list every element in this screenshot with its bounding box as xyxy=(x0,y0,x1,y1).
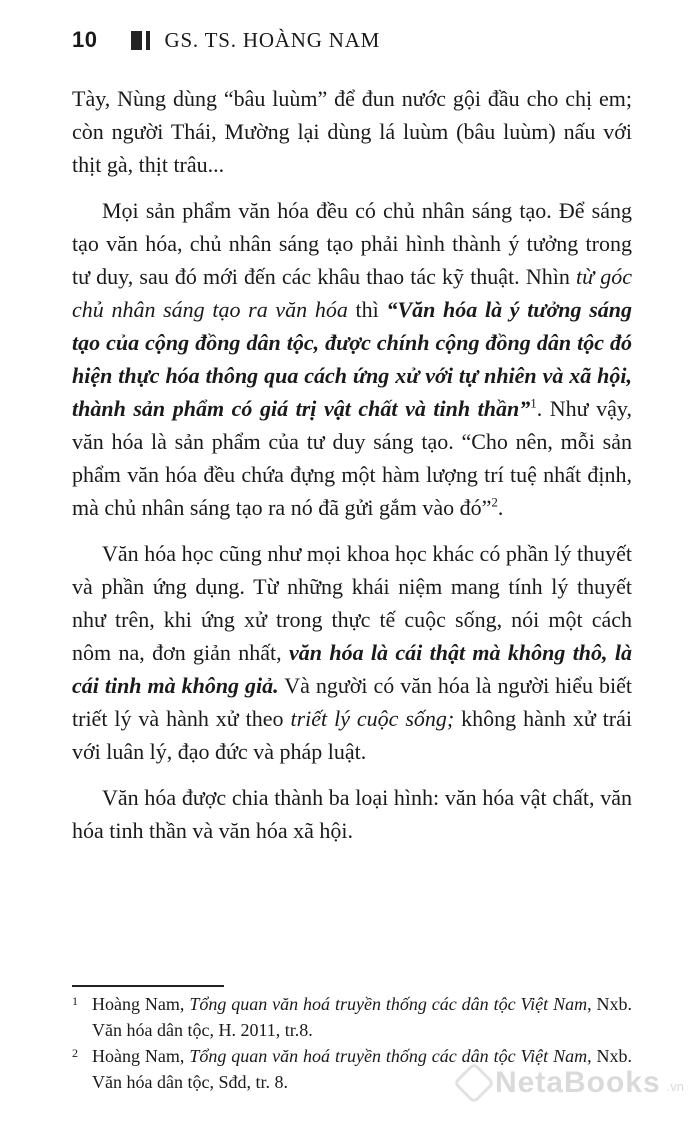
page-header xyxy=(72,24,632,56)
paragraph-2-text-a: Mọi sản phẩm văn hóa đều có chủ nhân sáng tạo. Để sáng tạo văn hóa, chủ nhân sáng tạo phải hình thành ý tưởng trong tư duy, sau đó mới đến các khâu thao tác kỹ thuật. Nhìn xyxy=(72,198,632,289)
paragraph-3-text-a: Văn hóa học cũng như mọi khoa học khác có phần lý thuyết và phần ứng dụng. Từ những khái niệm mang tính lý thuyết như trên, khi ứng xử trong thực tế cuộc sống, nói một cách nôm na, đơn giản nhất, xyxy=(72,541,632,665)
paragraph-4 xyxy=(72,781,632,847)
footnote-1 xyxy=(72,991,632,1043)
footnote-1-author: Hoàng Nam, xyxy=(92,994,190,1014)
paragraph-3-bold-italic: văn hóa là cái thật mà không thô, là cái tinh mà không giả. xyxy=(72,640,632,698)
footnote-divider xyxy=(72,985,224,987)
header-marker-icon xyxy=(131,31,150,50)
footnote-2-number: 2 xyxy=(72,1046,78,1060)
page-number: 10 xyxy=(72,27,98,52)
footnote-1-rest: , Nxb. Văn hóa dân tộc, H. 2011, tr.8. xyxy=(92,994,633,1040)
footnote-1-title: Tổng quan văn hoá truyền thống các dân tộc Việt Nam xyxy=(189,994,588,1014)
paragraph-3-text-e: không hành xử trái với luân lý, đạo đức và pháp luật. xyxy=(72,706,632,764)
footnote-ref-2[interactable]: 2 xyxy=(491,494,498,510)
paragraph-1-text: Tày, Nùng dùng “bâu luùm” để đun nước gội đầu cho chị em; còn người Thái, Mường lại dùng lá luùm (bâu luùm) nấu với thịt gà, thịt trâu... xyxy=(72,86,632,177)
footnote-2-author: Hoàng Nam, xyxy=(92,1046,190,1066)
paragraph-2 xyxy=(72,194,632,524)
paragraph-2-text-f: . xyxy=(497,495,504,520)
paragraph-2-text-e: . Như vậy, văn hóa là sản phẩm của tư duy sáng tạo. “Cho nên, mỗi sản phẩm văn hóa đều chứa đựng một hàm lượng trí tuệ nhất định, mà chủ nhân sáng tạo ra nó đã gửi gắm vào đó” xyxy=(72,396,632,520)
watermark-suffix: .vn xyxy=(666,1079,684,1094)
footnote-2-rest: , Nxb. Văn hóa dân tộc, Sđd, tr. 8. xyxy=(92,1046,633,1092)
paragraph-1 xyxy=(72,82,632,181)
running-head: GS. TS. HOÀNG NAM xyxy=(164,27,381,52)
watermark-text: NetaBooks xyxy=(494,1066,661,1099)
body-text xyxy=(72,82,632,847)
paragraph-2-text-c: thì xyxy=(347,297,387,322)
paragraph-4-text: Văn hóa được chia thành ba loại hình: văn hóa vật chất, văn hóa tinh thần và văn hóa xã hội. xyxy=(72,785,632,843)
culture-definition-quote: “Văn hóa là ý tưởng sáng tạo của cộng đồng dân tộc, được chính cộng đồng dân tộc đó hiện thực hóa thông qua cách ứng xử với tự nhiên và xã hội, thành sản phẩm có giá trị vật chất và tinh thần” xyxy=(72,297,633,421)
paragraph-3 xyxy=(72,537,632,768)
netabooks-logo-icon xyxy=(453,1062,495,1104)
footnote-2-title: Tổng quan văn hoá truyền thống các dân tộc Việt Nam xyxy=(189,1046,588,1066)
paragraph-3-text-c: Và người có văn hóa là người hiểu biết triết lý và hành xử theo xyxy=(72,673,632,731)
footnote-ref-1[interactable]: 1 xyxy=(530,395,537,411)
paragraph-3-italic: triết lý cuộc sống; xyxy=(290,706,455,731)
netabooks-watermark xyxy=(459,1066,684,1100)
paragraph-2-italic: từ góc chủ nhân sáng tạo ra văn hóa xyxy=(72,264,632,322)
footnote-1-number: 1 xyxy=(72,994,78,1008)
